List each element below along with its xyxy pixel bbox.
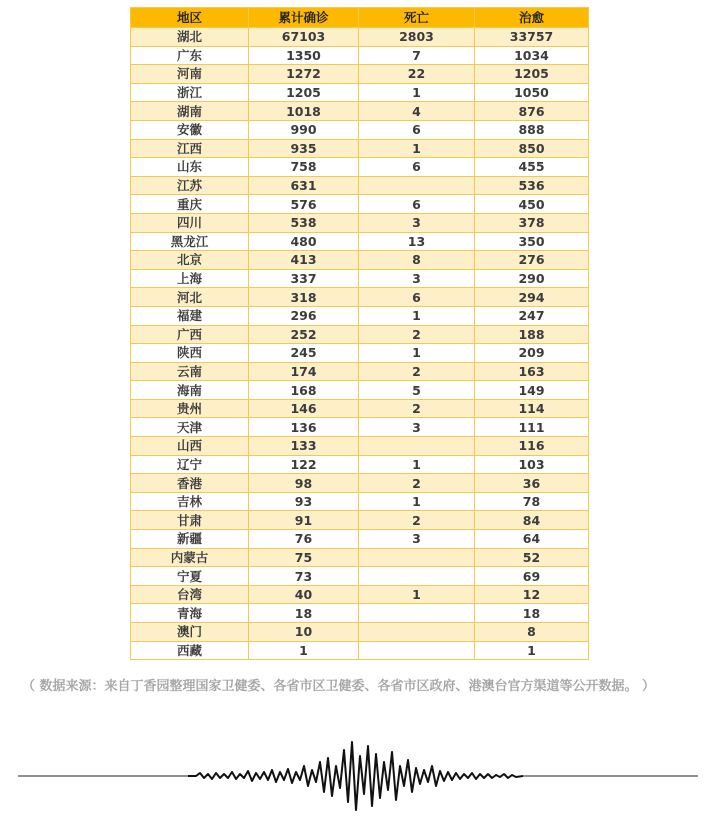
province-stats-table [130, 7, 589, 660]
table-row [131, 604, 589, 623]
cell-region: 贵州 [131, 399, 249, 418]
cell-confirmed: 935 [249, 139, 359, 158]
table-row [131, 641, 589, 660]
cell-deaths: 2 [359, 511, 475, 530]
cell-region: 黑龙江 [131, 232, 249, 251]
table-row [131, 530, 589, 549]
cell-recovered: 188 [475, 325, 589, 344]
cell-confirmed: 18 [249, 604, 359, 623]
cell-recovered: 1 [475, 641, 589, 660]
table-row [131, 176, 589, 195]
cell-confirmed: 98 [249, 474, 359, 493]
table-row [131, 511, 589, 530]
cell-region: 江西 [131, 139, 249, 158]
cell-confirmed: 576 [249, 195, 359, 214]
cell-recovered: 36 [475, 474, 589, 493]
cell-confirmed: 337 [249, 269, 359, 288]
cell-confirmed: 168 [249, 381, 359, 400]
cell-recovered: 850 [475, 139, 589, 158]
cell-deaths: 6 [359, 195, 475, 214]
cell-deaths: 2 [359, 399, 475, 418]
table-row [131, 65, 589, 84]
cell-region: 山东 [131, 158, 249, 177]
table-row [131, 399, 589, 418]
cell-region: 陕西 [131, 344, 249, 363]
table-row [131, 474, 589, 493]
cell-deaths: 1 [359, 492, 475, 511]
cell-recovered: 350 [475, 232, 589, 251]
table-row [131, 381, 589, 400]
cell-confirmed: 413 [249, 251, 359, 270]
cell-confirmed: 252 [249, 325, 359, 344]
cell-confirmed: 67103 [249, 28, 359, 47]
sound-wave-icon [188, 742, 523, 810]
cell-confirmed: 538 [249, 213, 359, 232]
cell-recovered: 8 [475, 623, 589, 642]
table-row [131, 567, 589, 586]
cell-confirmed: 318 [249, 288, 359, 307]
cell-deaths: 1 [359, 306, 475, 325]
cell-region: 福建 [131, 306, 249, 325]
cell-confirmed: 76 [249, 530, 359, 549]
cell-deaths: 7 [359, 46, 475, 65]
cell-recovered: 455 [475, 158, 589, 177]
cell-deaths: 2803 [359, 28, 475, 47]
cell-deaths: 1 [359, 344, 475, 363]
cell-recovered: 1205 [475, 65, 589, 84]
cell-recovered: 84 [475, 511, 589, 530]
cell-recovered: 247 [475, 306, 589, 325]
cell-recovered: 163 [475, 362, 589, 381]
cell-recovered: 52 [475, 548, 589, 567]
cell-recovered: 114 [475, 399, 589, 418]
cell-confirmed: 631 [249, 176, 359, 195]
cell-recovered: 111 [475, 418, 589, 437]
cell-confirmed: 174 [249, 362, 359, 381]
cell-deaths: 2 [359, 474, 475, 493]
cell-deaths: 6 [359, 120, 475, 139]
cell-confirmed: 1018 [249, 102, 359, 121]
cell-deaths: 3 [359, 213, 475, 232]
cell-region: 甘肃 [131, 511, 249, 530]
cell-deaths: 2 [359, 325, 475, 344]
cell-recovered: 209 [475, 344, 589, 363]
cell-region: 湖南 [131, 102, 249, 121]
cell-confirmed: 1 [249, 641, 359, 660]
cell-recovered: 536 [475, 176, 589, 195]
cell-recovered: 33757 [475, 28, 589, 47]
cell-region: 河南 [131, 65, 249, 84]
cell-region: 天津 [131, 418, 249, 437]
cell-region: 吉林 [131, 492, 249, 511]
cell-region: 重庆 [131, 195, 249, 214]
table-row [131, 288, 589, 307]
cell-confirmed: 758 [249, 158, 359, 177]
cell-recovered: 1034 [475, 46, 589, 65]
cell-deaths: 1 [359, 455, 475, 474]
cell-region: 澳门 [131, 623, 249, 642]
table-row [131, 232, 589, 251]
cell-region: 湖北 [131, 28, 249, 47]
table-row [131, 46, 589, 65]
cell-region: 浙江 [131, 83, 249, 102]
table-row [131, 455, 589, 474]
cell-deaths [359, 623, 475, 642]
cell-region: 青海 [131, 604, 249, 623]
cell-recovered: 64 [475, 530, 589, 549]
cell-recovered: 276 [475, 251, 589, 270]
cell-confirmed: 1350 [249, 46, 359, 65]
cell-region: 广东 [131, 46, 249, 65]
cell-recovered: 149 [475, 381, 589, 400]
table-body [131, 28, 589, 660]
table-row [131, 120, 589, 139]
cell-region: 安徽 [131, 120, 249, 139]
cell-region: 河北 [131, 288, 249, 307]
cell-recovered: 290 [475, 269, 589, 288]
cell-recovered: 18 [475, 604, 589, 623]
table-row [131, 102, 589, 121]
cell-region: 江苏 [131, 176, 249, 195]
cell-confirmed: 73 [249, 567, 359, 586]
table-row [131, 325, 589, 344]
cell-deaths: 8 [359, 251, 475, 270]
cell-region: 海南 [131, 381, 249, 400]
table-row [131, 139, 589, 158]
cell-region: 新疆 [131, 530, 249, 549]
table-row [131, 492, 589, 511]
cell-deaths: 2 [359, 362, 475, 381]
cell-deaths [359, 176, 475, 195]
cell-recovered: 103 [475, 455, 589, 474]
cell-deaths: 13 [359, 232, 475, 251]
cell-region: 山西 [131, 437, 249, 456]
cell-confirmed: 480 [249, 232, 359, 251]
cell-confirmed: 40 [249, 585, 359, 604]
cell-deaths: 1 [359, 585, 475, 604]
table-row [131, 344, 589, 363]
table-row [131, 158, 589, 177]
header-confirmed: 累计确诊 [249, 8, 359, 28]
cell-region: 上海 [131, 269, 249, 288]
cell-deaths: 1 [359, 139, 475, 158]
cell-deaths: 3 [359, 530, 475, 549]
header-region: 地区 [131, 8, 249, 28]
table-row [131, 251, 589, 270]
cell-confirmed: 990 [249, 120, 359, 139]
cell-recovered: 450 [475, 195, 589, 214]
cell-recovered: 1050 [475, 83, 589, 102]
cell-region: 宁夏 [131, 567, 249, 586]
cell-deaths: 6 [359, 288, 475, 307]
cell-confirmed: 93 [249, 492, 359, 511]
table-row [131, 418, 589, 437]
table-row [131, 585, 589, 604]
header-deaths: 死亡 [359, 8, 475, 28]
cell-deaths: 1 [359, 83, 475, 102]
table-row [131, 623, 589, 642]
cell-recovered: 876 [475, 102, 589, 121]
cell-confirmed: 146 [249, 399, 359, 418]
cell-region: 广西 [131, 325, 249, 344]
cell-region: 云南 [131, 362, 249, 381]
cell-confirmed: 1205 [249, 83, 359, 102]
cell-deaths [359, 548, 475, 567]
table-row [131, 195, 589, 214]
cell-deaths: 3 [359, 418, 475, 437]
cell-region: 内蒙古 [131, 548, 249, 567]
waveform-divider [18, 736, 698, 814]
cell-confirmed: 133 [249, 437, 359, 456]
cell-deaths: 6 [359, 158, 475, 177]
cell-recovered: 78 [475, 492, 589, 511]
cell-deaths [359, 437, 475, 456]
cell-deaths: 22 [359, 65, 475, 84]
cell-deaths [359, 604, 475, 623]
cell-confirmed: 296 [249, 306, 359, 325]
table-row [131, 362, 589, 381]
cell-recovered: 12 [475, 585, 589, 604]
cell-deaths: 5 [359, 381, 475, 400]
cell-region: 辽宁 [131, 455, 249, 474]
table-row [131, 83, 589, 102]
cell-deaths [359, 567, 475, 586]
table-row [131, 548, 589, 567]
cell-deaths: 3 [359, 269, 475, 288]
stats-table-container [130, 7, 588, 660]
cell-confirmed: 75 [249, 548, 359, 567]
cell-confirmed: 122 [249, 455, 359, 474]
cell-recovered: 294 [475, 288, 589, 307]
cell-region: 台湾 [131, 585, 249, 604]
table-row [131, 437, 589, 456]
cell-confirmed: 91 [249, 511, 359, 530]
cell-recovered: 888 [475, 120, 589, 139]
cell-deaths [359, 641, 475, 660]
cell-region: 北京 [131, 251, 249, 270]
cell-recovered: 69 [475, 567, 589, 586]
cell-region: 香港 [131, 474, 249, 493]
cell-recovered: 378 [475, 213, 589, 232]
cell-region: 西藏 [131, 641, 249, 660]
cell-confirmed: 136 [249, 418, 359, 437]
cell-confirmed: 10 [249, 623, 359, 642]
cell-confirmed: 1272 [249, 65, 359, 84]
cell-deaths: 4 [359, 102, 475, 121]
table-header-row [131, 8, 589, 28]
table-row [131, 213, 589, 232]
header-recovered: 治愈 [475, 8, 589, 28]
cell-region: 四川 [131, 213, 249, 232]
cell-recovered: 116 [475, 437, 589, 456]
cell-confirmed: 245 [249, 344, 359, 363]
table-row [131, 306, 589, 325]
data-source-note: （ 数据来源：来自丁香园整理国家卫健委、各省市区卫健委、各省市区政府、港澳台官方渠道等公开数据。 ） [22, 679, 656, 694]
table-row [131, 269, 589, 288]
table-row [131, 28, 589, 47]
